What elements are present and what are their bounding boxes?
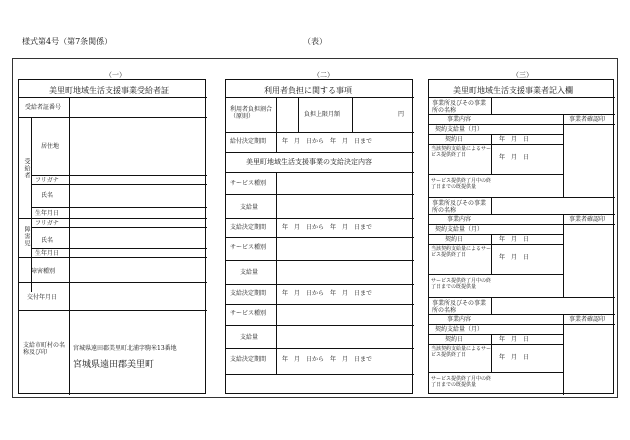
burden-ratio-label: 利用者負担割合（原則） [230, 106, 273, 120]
birthdate-label: 生年月日 [35, 210, 60, 217]
address-label: 居住地 [41, 143, 60, 150]
monthly-cap-label: 負担上限月額 [304, 111, 341, 118]
end-date-1-value: 年 月 日 [499, 154, 530, 161]
end-date-3-value: 年 月 日 [499, 354, 530, 361]
benefit-period-value: 年 月 日から 年 月 日まで [282, 138, 373, 145]
office-name-2: 事業所及びその事業所の名称 [432, 200, 487, 214]
contract-date-3-value: 年 月 日 [499, 336, 530, 343]
decision-period-1: 支給決定期間 [230, 224, 267, 231]
issuer-address: 宮城県遠田郡美里町北浦字駒米13番地 [73, 345, 177, 352]
end-date-3: 当該契約支給量によるサービス提供終了日 [431, 346, 492, 358]
issuer-label: 支給市町村の名称及び印 [23, 342, 66, 356]
furigana-label: フリガナ [35, 177, 59, 184]
panel-2-table [225, 79, 413, 394]
service-type-2: サービス種別 [230, 244, 267, 251]
yen-label: 円 [398, 111, 405, 118]
contract-amount-1: 契約支給量（月） [435, 126, 484, 133]
end-date-2: 当該契約支給量によるサービス提供終了日 [431, 246, 492, 258]
decision-subtitle: 美里町地域生活支援事業の支給決定内容 [246, 158, 372, 166]
birthdate-2-label: 生年月日 [35, 250, 60, 257]
recipient-number-label: 受給者証番号 [25, 104, 62, 111]
contract-date-1-value: 年 月 日 [499, 136, 530, 143]
name-label: 氏名 [41, 192, 54, 199]
panel-3-number: （三） [512, 71, 533, 79]
content-2: 事業内容 [447, 216, 472, 223]
used-amount-3: サービス提供終了月中の終了日までの既提供量 [431, 376, 492, 388]
contract-amount-3: 契約支給量（月） [435, 326, 484, 333]
decision-period-3-value: 年 月 日から 年 月 日まで [282, 356, 373, 363]
side-label: （表） [303, 37, 327, 46]
contract-date-2-value: 年 月 日 [499, 236, 530, 243]
amount-1: 支給量 [240, 204, 259, 211]
decision-period-3: 支給決定期間 [230, 356, 267, 363]
service-type-3: サービス種別 [230, 310, 267, 317]
recipient-group-label: 受給者 [23, 158, 30, 179]
panel-2-number: （二） [313, 71, 334, 79]
office-name-1: 事業所及びその事業所の名称 [432, 100, 487, 114]
panel-2-title: 利用者負担に関する事項 [264, 86, 352, 95]
used-amount-2: サービス提供終了月中の終了日までの既提供量 [431, 278, 492, 290]
content-3: 事業内容 [447, 316, 472, 323]
form-number: 様式第4号（第7条関係） [22, 37, 113, 46]
decision-period-1-value: 年 月 日から 年 月 日まで [282, 224, 373, 231]
content-1: 事業内容 [447, 116, 472, 123]
panel-1-table [18, 79, 206, 394]
confirm-2: 事業者確認印 [569, 216, 606, 223]
decision-period-2-value: 年 月 日から 年 月 日まで [282, 290, 373, 297]
child-group-label: 障害児 [23, 226, 30, 247]
used-amount-1: サービス提供終了月中の終了日までの既提供量 [431, 178, 492, 190]
confirm-3: 事業者確認印 [569, 316, 606, 323]
panel-1-title: 美里町地域生活支援事業受給者証 [49, 86, 169, 95]
confirm-1: 事業者確認印 [569, 116, 606, 123]
amount-2: 支給量 [240, 269, 259, 276]
panel-3-title: 美里町地域生活支援事業者記入欄 [453, 86, 573, 95]
benefit-period-label: 給付決定期間 [230, 138, 267, 145]
contract-amount-2: 契約支給量（月） [435, 226, 484, 233]
service-type-1: サービス種別 [230, 180, 267, 187]
panel-1-number: （一） [105, 71, 126, 79]
furigana-2-label: フリガナ [35, 220, 59, 227]
contract-date-2: 契約日 [445, 236, 464, 243]
end-date-2-value: 年 月 日 [499, 254, 530, 261]
issuer-name: 宮城県遠田郡美里町 [73, 360, 155, 370]
issue-date-label: 交付年月日 [27, 294, 58, 301]
office-name-3: 事業所及びその事業所の名称 [432, 300, 487, 314]
decision-period-2: 支給決定期間 [230, 290, 267, 297]
disability-type-label: 障害種別 [31, 268, 56, 275]
amount-3: 支給量 [240, 334, 259, 341]
name-2-label: 氏名 [41, 237, 54, 244]
contract-date-1: 契約日 [445, 136, 464, 143]
end-date-1: 当該契約支給量によるサービス提供終了日 [431, 146, 492, 158]
contract-date-3: 契約日 [445, 336, 464, 343]
panel-3-table [428, 79, 614, 394]
